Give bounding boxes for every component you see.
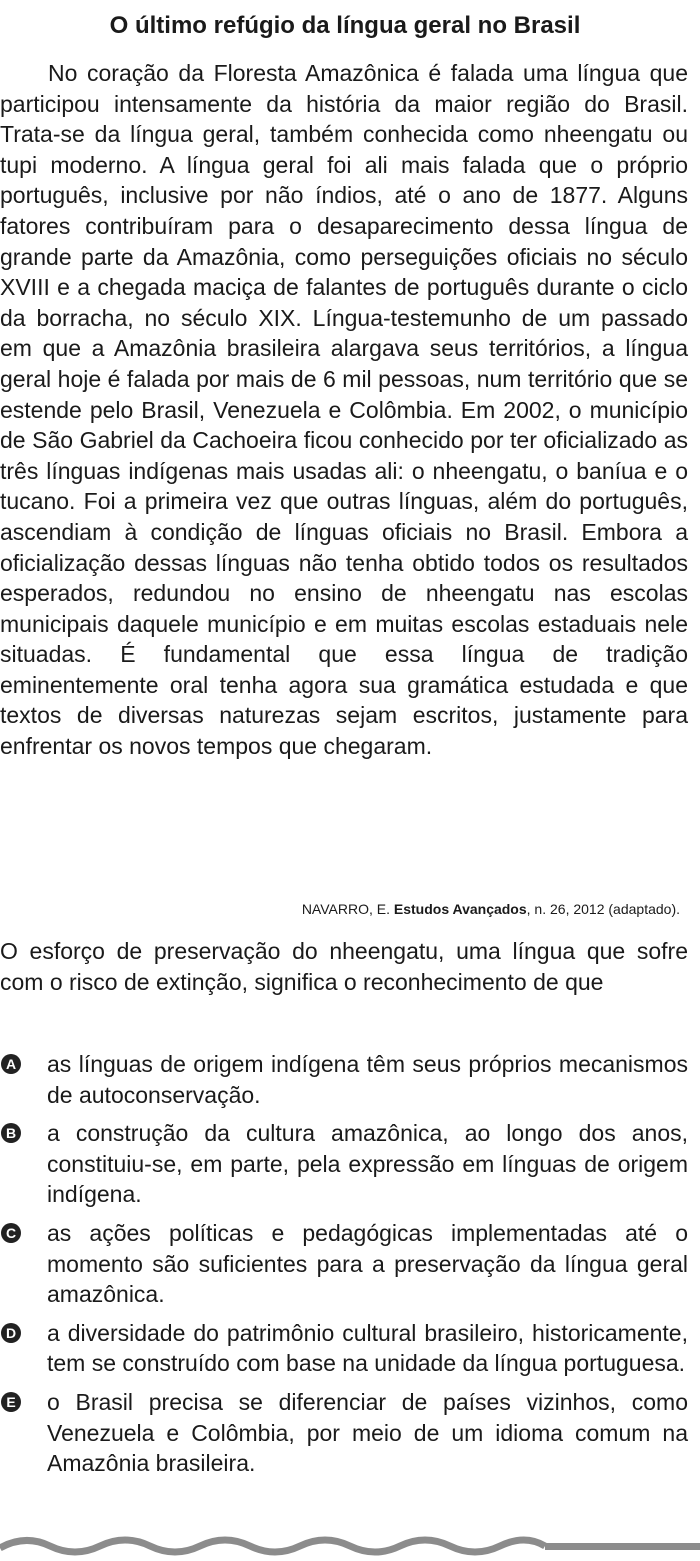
option-text: o Brasil precisa se diferenciar de países vizinhos, como Venezuela e Colômbia, por meio de um idioma comum na Amazônia brasileira. [47,1388,688,1477]
option-text: a construção da cultura amazônica, ao longo dos anos, constituiu-se, em parte, pela expressão em línguas de origem indígena. [47,1120,688,1208]
question-stem: O esforço de preservação do nheengatu, uma língua que sofre com o risco de extinção, significa o reconhecimento de que [0,938,688,995]
option-text: as ações políticas e pedagógicas implementadas até o momento são suficientes para a preservação da língua geral amazônica. [47,1219,688,1308]
footer-bar [545,1543,700,1550]
source-work: Estudos Avançados [393,901,527,917]
option-b[interactable] [0,1118,690,1210]
option-c[interactable] [0,1218,690,1310]
footer-wave-icon [0,1540,545,1552]
passage-text: No coração da Floresta Amazônica é falada uma língua que participou intensamente da história da maior região do Brasil. Trata-se da língua geral, também conhecida como nheengatu ou tupi moderno. A língua geral foi ali mais falada que o próprio português, inclusive por não índios, até o ano de 1877. Alguns fatores contribuíram para o desaparecimento dessa língua de grande parte da Amazônia, como perseguições oficiais no século XVIII e a chegada maciça de falantes de português durante o ciclo da borracha, no século XIX. Língua-testemunho de um passado em que a Amazônia brasileira alargava seus territórios, a língua geral hoje é falada por mais de 6 mil pessoas, num território que se estende pelo Brasil, Venezuela e Colômbia. Em 2002, o município de São Gabriel da Cachoeira ficou conhecido por ter oficializado as três línguas indígenas mais usadas ali: o nheengatu, o baníua e o tucano. Foi a primeira vez que outras línguas, além do português, ascendiam à condição de línguas oficiais no Brasil. Embora a oficialização dessas línguas não tenha obtido todos os resultados esperados, redundou no ensino de nheengatu nas escolas municipais daquele município e em muitas escolas estaduais nele situadas. É fundamental que essa língua de tradição eminentemente oral tenha agora sua gramática estudada e que textos de diversas naturezas sejam escritos, justamente para enfrentar os novos tempos que chegaram. [0,60,688,760]
option-letter-badge: E [1,1392,21,1412]
option-text: a diversidade do patrimônio cultural brasileiro, historicamente, tem se construído com base na unidade da língua portuguesa. [47,1319,688,1377]
footer-wave-divider [0,1528,700,1558]
source-citation [302,900,680,918]
option-letter-badge: A [1,1054,21,1074]
passage-title: O último refúgio da língua geral no Brasil [109,12,581,39]
option-text: as línguas de origem indígena têm seus próprios mecanismos de autoconservação. [47,1051,688,1108]
option-letter-badge: D [1,1323,21,1343]
option-a[interactable] [0,1049,690,1110]
option-e[interactable] [0,1387,690,1479]
option-letter-badge: B [1,1123,21,1143]
answer-options [0,1049,690,1487]
option-letter-badge: C [1,1223,21,1243]
option-d[interactable] [0,1318,690,1379]
source-author: NAVARRO, E. [301,901,390,917]
source-details: , n. 26, 2012 (adaptado). [526,901,680,917]
